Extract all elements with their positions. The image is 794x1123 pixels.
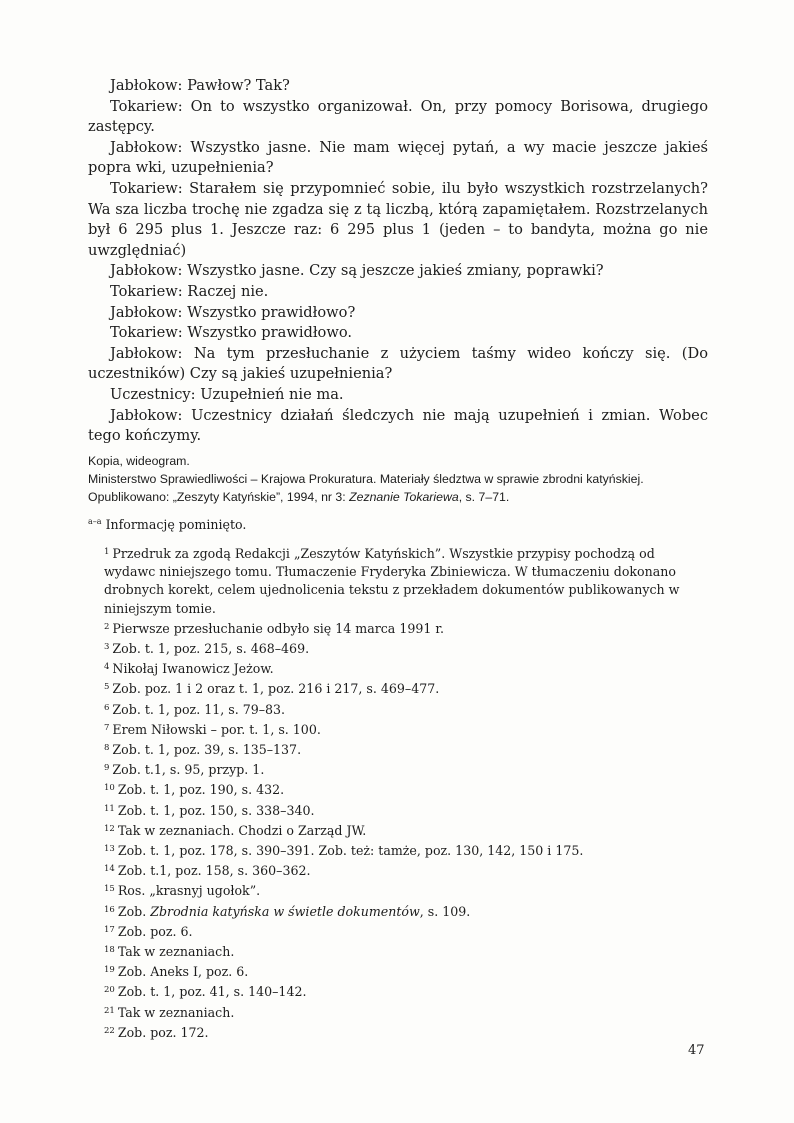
footnote bbox=[104, 699, 714, 719]
footnote bbox=[104, 901, 714, 921]
footnote-text: Tak w zeznaniach. bbox=[117, 1004, 235, 1020]
footnote-text: Tak w zeznaniach. bbox=[117, 944, 235, 960]
source-line-3-post: , s. 7–71. bbox=[458, 490, 510, 504]
footnote bbox=[104, 820, 714, 840]
footnote-text: Zob. t. 1, poz. 150, s. 338–340. bbox=[117, 802, 315, 818]
footnote-number: 1 bbox=[104, 547, 110, 557]
footnote-text: Tak w zeznaniach. Chodzi o Zarząd JW. bbox=[117, 822, 367, 838]
page-number: 47 bbox=[688, 1043, 705, 1058]
footnote-text-post: , s. 109. bbox=[419, 903, 471, 919]
footnote-number: 11 bbox=[104, 803, 115, 814]
footnote-text: Zob. t. 1, poz. 41, s. 140–142. bbox=[117, 984, 307, 1000]
footnote-text-pre: Zob. bbox=[117, 903, 151, 919]
footnote bbox=[104, 921, 714, 941]
source-line-3-title: Zeznanie Tokariewa bbox=[349, 490, 459, 504]
footnote-number: 3 bbox=[104, 642, 110, 653]
dialogue-line: Jabłokow: Uczestnicy działań śledczych nie mają uzupełnień i zmian. Wobec tego kończymy. bbox=[88, 406, 708, 445]
footnote-text: Zob. Aneks I, poz. 6. bbox=[117, 964, 249, 980]
footnote bbox=[104, 840, 714, 860]
footnote-text: Zob. t. 1, poz. 178, s. 390–391. Zob. też: tamże, poz. 130, 142, 150 i 175. bbox=[117, 843, 584, 859]
dialogue-line: Jabłokow: Pawłow? Tak? bbox=[110, 77, 290, 94]
footnote-text: Zob. t. 1, poz. 11, s. 79–83. bbox=[112, 701, 286, 717]
footnote-number: 16 bbox=[104, 904, 115, 915]
footnote-number: 5 bbox=[104, 682, 110, 693]
footnote bbox=[104, 719, 714, 739]
omission-note bbox=[88, 517, 246, 532]
footnote-text: Zob. t.1, s. 95, przyp. 1. bbox=[112, 762, 265, 778]
dialogue-line: Tokariew: Wszystko prawidłowo. bbox=[110, 324, 353, 342]
source-line-3-pre: Opublikowano: „Zeszyty Katyńskie”, 1994, nr 3: bbox=[88, 490, 350, 504]
footnote-text: Zob. t. 1, poz. 39, s. 135–137. bbox=[112, 742, 302, 758]
dialogue-section bbox=[88, 76, 708, 447]
footnote-text: Erem Niłowski – por. t. 1, s. 100. bbox=[112, 721, 321, 737]
dialogue-line: Jabłokow: Na tym przesłuchanie z użyciem taśmy wideo kończy się. (Do uczestników) Czy są jakieś uzupełnienia? bbox=[88, 344, 708, 383]
dialogue-line: Jabłokow: Wszystko jasne. Czy są jeszcze jakieś zmiany, poprawki? bbox=[110, 262, 604, 280]
footnote-number: 15 bbox=[104, 884, 115, 895]
footnotes-section bbox=[104, 543, 714, 1042]
footnote-number: 6 bbox=[104, 702, 110, 713]
footnote-text: Zob. t. 1, poz. 215, s. 468–469. bbox=[112, 641, 310, 657]
footnote-number: 2 bbox=[104, 621, 110, 632]
footnote bbox=[104, 880, 714, 900]
dialogue-line: Tokariew: Raczej nie. bbox=[110, 282, 269, 300]
footnote bbox=[104, 981, 714, 1001]
dialogue-line: Jabłokow: Wszystko prawidłowo? bbox=[110, 303, 356, 321]
footnote-number: 14 bbox=[104, 864, 115, 875]
dialogue-line: Tokariew: On to wszystko organizował. On, przy pomocy Borisowa, drugiego zastępcy. bbox=[88, 97, 708, 136]
source-line-3 bbox=[88, 488, 718, 506]
footnote bbox=[104, 543, 704, 618]
footnote-number: 4 bbox=[104, 662, 110, 673]
dialogue-line: Uczestnicy: Uzupełnień nie ma. bbox=[110, 385, 344, 403]
footnote-number: 10 bbox=[104, 783, 115, 794]
footnote bbox=[104, 1022, 714, 1042]
footnote bbox=[104, 618, 714, 638]
footnote bbox=[104, 739, 714, 759]
source-citation bbox=[88, 452, 718, 506]
footnote-number: 12 bbox=[104, 823, 115, 834]
footnote bbox=[104, 658, 714, 678]
footnote-text: Zob. poz. 1 i 2 oraz t. 1, poz. 216 i 217, s. 469–477. bbox=[112, 681, 440, 697]
footnote bbox=[104, 961, 714, 981]
footnote-text: Nikołaj Iwanowicz Jeżow. bbox=[112, 661, 274, 677]
omission-marker: a–a bbox=[88, 517, 102, 526]
footnote-text: Zob. t. 1, poz. 190, s. 432. bbox=[117, 782, 285, 798]
source-line-2: Ministerstwo Sprawiedliwości – Krajowa Prokuratura. Materiały śledztwa w sprawie zbrodni katyńskiej. bbox=[88, 472, 644, 486]
footnote-text: Zob. poz. 172. bbox=[117, 1024, 209, 1040]
footnote-number: 17 bbox=[104, 924, 115, 935]
footnote bbox=[104, 1002, 714, 1022]
footnote-text: Zob. poz. 6. bbox=[117, 923, 193, 939]
footnote bbox=[104, 759, 714, 779]
footnote-title: Zbrodnia katyńska w świetle dokumentów bbox=[150, 903, 420, 919]
footnote-number: 13 bbox=[104, 844, 115, 855]
footnote-number: 21 bbox=[104, 1005, 115, 1016]
footnote bbox=[104, 860, 714, 880]
footnote-text: Ros. „krasnyj ugołok”. bbox=[117, 883, 261, 899]
source-line-1: Kopia, wideogram. bbox=[88, 454, 190, 468]
footnote-text: Przedruk za zgodą Redakcji „Zeszytów Katyńskich”. Wszystkie przypisy pochodzą od wydawc niniejszego tomu. Tłumaczenie Fryderyka Zbiniewicza. W tłumaczeniu dokonano drobnych korekt, celem ujednolicenia tekstu z przekładem dokumentów publikowanych w niniejszym tomie. bbox=[104, 546, 680, 616]
footnote bbox=[104, 779, 714, 799]
footnote bbox=[104, 941, 714, 961]
footnote-number: 22 bbox=[104, 1025, 115, 1036]
dialogue-line: Tokariew: Starałem się przypomnieć sobie, ilu było wszystkich rozstrzelanych? Wa sza liczba trochę nie zgadza się z tą liczbą, którą zapamiętałem. Rozstrzelanych był 6 295 plus 1. Jeszcze raz: 6 295 plus 1 (jeden – to bandyta, można go nie uwzględniać) bbox=[88, 179, 708, 259]
footnote-number: 19 bbox=[104, 965, 115, 976]
footnote-text: Zob. t.1, poz. 158, s. 360–362. bbox=[117, 863, 311, 879]
footnote-text: Pierwsze przesłuchanie odbyło się 14 marca 1991 r. bbox=[112, 620, 445, 636]
footnote-number: 8 bbox=[104, 743, 110, 754]
footnote bbox=[104, 800, 714, 820]
footnote bbox=[104, 638, 714, 658]
footnote-number: 20 bbox=[104, 985, 115, 996]
footnote-number: 7 bbox=[104, 722, 110, 733]
omission-text: Informację pominięto. bbox=[105, 517, 247, 533]
dialogue-line: Jabłokow: Wszystko jasne. Nie mam więcej pytań, a wy macie jeszcze jakieś popra wki, uzupełnienia? bbox=[88, 138, 708, 177]
footnote-number: 18 bbox=[104, 945, 115, 956]
footnote bbox=[104, 678, 714, 698]
footnote-number: 9 bbox=[104, 763, 110, 774]
